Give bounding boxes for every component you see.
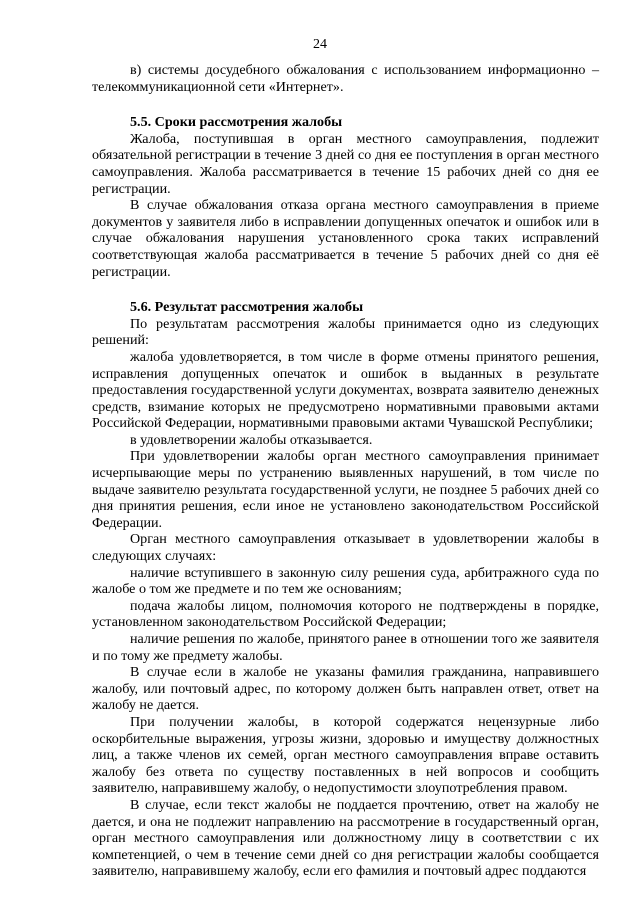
paragraph-no-name-address: В случае если в жалобе не указаны фамилия гражданина, направившего жалобу, или почтовый адрес, по которому должен быть направлен ответ, ответ на жалобу не дается. [92,664,599,714]
paragraph-unauthorized-person: подача жалобы лицом, полномочия которого не подтверждены в порядке, установленном законодательством Российской Федерации; [92,597,599,631]
section-gap [92,95,599,114]
section-gap [92,280,599,299]
paragraph-decisions-intro: По результатам рассмотрения жалобы принимается одно из следующих решений: [92,315,599,349]
paragraph-court-decision: наличие вступившего в законную силу решения суда, арбитражного суда по жалобе о том же предмете и по тем же основаниям; [92,564,599,598]
paragraph-offensive-language: При получении жалобы, в которой содержатся нецензурные либо оскорбительные выражения, угрозы жизни, здоровью и имуществу должностных лиц, а также членов их семей, орган местного самоуправления вправе оставить жалобу без ответа по существу поставленных в ней вопросов и сообщить заявителю, направившему жалобу, о недопустимости злоупотребления правом. [92,713,599,797]
paragraph-remedy-measures: При удовлетворении жалобы орган местного самоуправления принимает исчерпывающие меры по устранению выявленных нарушений, в том числе по выдаче заявителю результата государственной услуги, не позднее 5 рабочих дней со дня принятия решения, если иное не установлено законодательством Российской Федерации. [92,448,599,531]
paragraph-unreadable-text: В случае, если текст жалобы не поддается прочтению, ответ на жалобу не дается, и она не подлежит направлению на рассмотрение в государственный орган, орган местного самоуправления или должностному лицу в соответствии с их компетенцией, о чем в течение семи дней со дня регистрации жалобы сообщается заявителю, направившему жалобу, если его фамилия и почтовый адрес поддаются [92,796,599,880]
section-heading-5-6: 5.6. Результат рассмотрения жалобы [130,299,364,316]
document-body [92,62,599,880]
paragraph-complaint-satisfied: жалоба удовлетворяется, в том числе в форме отмены принятого решения, исправления допущенных опечаток и ошибок в выданных в результате предоставления государственной услуги документах, возврата заявителю денежных средств, взимание которых не предусмотрено нормативными правовыми актами Российской Федерации, нормативными правовыми актами Чувашской Республики; [92,348,599,432]
paragraph-refusal-cases-intro: Орган местного самоуправления отказывает в удовлетворении жалобы в следующих случаях: [92,531,599,565]
paragraph-previous-decision: наличие решения по жалобе, принятого ранее в отношении того же заявителя и по тому же предмету жалобы. [92,631,599,664]
paragraph-registration-term: Жалоба, поступившая в орган местного самоуправления, подлежит обязательной регистрации в течение 3 дней со дня ее поступления в орган местного самоуправления. Жалоба рассматривается в течение 15 рабочих дней со дня ее регистрации. [92,130,599,197]
paragraph-complaint-refused: в удовлетворении жалобы отказывается. [130,431,373,448]
paragraph-system-appeal: в) системы досудебного обжалования с использованием информационно – телекоммуникационной сети «Интернет». [92,62,599,95]
section-heading-5-5: 5.5. Сроки рассмотрения жалобы [130,114,343,131]
page-number: 24 [313,37,327,52]
paragraph-refusal-appeal-term: В случае обжалования отказа органа местного самоуправления в приеме документов у заявителя либо в исправлении допущенных опечаток и ошибок или в случае обжалования нарушения установленного срока таких исправлений соответствующая жалоба рассматривается в течение 5 рабочих дней со дня её регистрации. [92,197,599,280]
